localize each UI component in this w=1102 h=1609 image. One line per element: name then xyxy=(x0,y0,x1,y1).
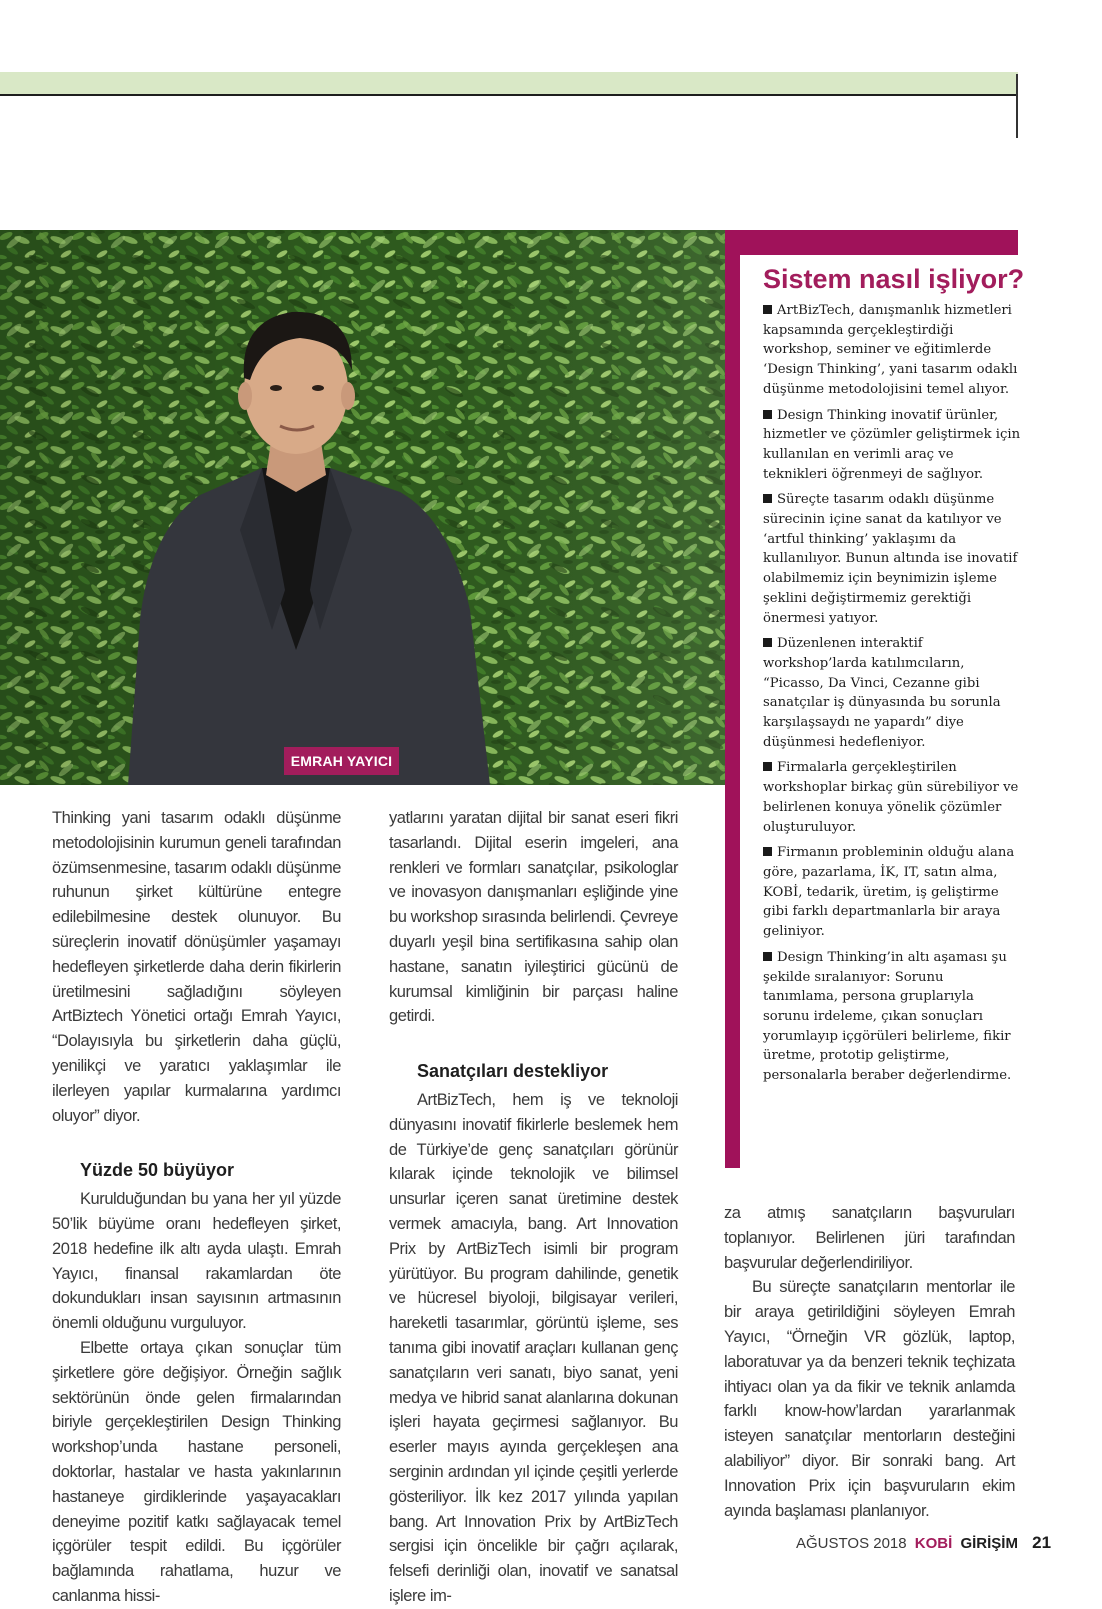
article-column-1 xyxy=(52,806,341,1609)
paragraph: ArtBizTech, hem iş ve teknoloji dünyasını inovatif fikirlerle beslemek hem de Türkiye’de genç sanatçıları görünür kılarak içinde teknolojik ve bilimsel unsurlar içeren sanat üretimine destek vermek amacıyla, bang. Art Innovation Prix by ArtBizTech isimli bir program yürütüyor. Bu program dahilinde, genetik ve hücresel biyoloji, bilgisayar verileri, hareketli tasarımlar, görüntü işleme, ses tanıma gibi inovatif araçları kullanan genç sanatçıların veri sanatı, biyo sanat, yeni medya ve hibrid sanat alanlarına dokunan işleri hayata geçirmesi sağlanıyor. Bu eserler mayıs ayında gerçekleşen ana serginin ardından yıl içinde çeşitli yerlerde gösteriliyor. İlk kez 2017 yılında yapılan bang. Art Innovation Prix by ArtBizTech sergisi için öncelikle bir çağrı açılarak, felsefi derinliği olan, inovatif ve sanatsal işlere im- xyxy=(389,1090,678,1605)
sidebar-title: Sistem nasıl işliyor? xyxy=(763,264,1025,294)
top-rule xyxy=(0,94,1018,96)
footer-brand-kobi: KOBİ xyxy=(914,1535,953,1552)
paragraph: Bu süreçte sanatçıların mentorlar ile bir araya getirildiğini söyleyen Emrah Yayıcı, “Örneğin VR gözlük, laptop, laboratuvar ya da benzeri teknik teçhizata ihtiyacı olan ya da fikir ve teknik anlamda farklı know-how’lardan yararlanmak isteyen sanatçılar mentorların desteğini alabiliyor” diyor. Bir sonraki bang. Art Innovation Prix için başvuruların ekim ayında başlaması planlanıyor. xyxy=(724,1278,1015,1520)
footer-brand-girisim: GİRİŞİM xyxy=(960,1535,1018,1552)
photo-caption: EMRAH YAYICI xyxy=(284,747,399,775)
page-footer xyxy=(796,1533,1052,1553)
sidebar-item: Design Thinking’in altı aşaması şu şekilde sıralanıyor: Sorunu tanımlama, persona gruplarıyla sorunu irdeleme, çıkan sonuçları yorumlayıp içgörüleri belirleme, fikir üretme, prototip geliştirme, personalarla beraber değerlendirme. xyxy=(763,948,1021,1086)
page-number: 21 xyxy=(1032,1533,1052,1552)
top-rule-tick xyxy=(1016,74,1018,138)
footer-date: AĞUSTOS 2018 xyxy=(796,1535,907,1552)
article-column-2 xyxy=(389,806,678,1609)
sidebar-item: Firmanın probleminin olduğu alana göre, pazarlama, İK, IT, satın alma, KOBİ, tedarik, üretim, iş geliştirme gibi farklı departmanlarla bir araya geliniyor. xyxy=(763,843,1021,942)
sidebar-body xyxy=(763,301,1021,1092)
top-color-band xyxy=(0,72,1018,94)
sidebar-item: Düzenlenen interaktif workshop’larda katılımcıların, “Picasso, Da Vinci, Cezanne gibi sanatçılar iş dünyasında bu sorunla karşılaşsaydı ne yapardı” diye düşünmesi hedefleniyor. xyxy=(763,634,1021,752)
sidebar-top-bar xyxy=(725,230,1018,255)
paragraph: Thinking yani tasarım odaklı düşünme metodolojisinin kurumun geneli tarafından özümsenmesine, tasarım odaklı düşünme ruhunun şirket kültürüne entegre edilebilmesine destek olunuyor. Bu süreçlerin inovatif dönüşümler yaşamayı hedefleyen şirketlerde daha derin fikirlerin üretilmesini sağladığını söyleyen ArtBiztech Yönetici ortağı Emrah Yayıcı, “Dolayısıyla bu şirketlerin daha güçlü, yenilikçi ve yaratıcı yaklaşımlar ile ilerleyen yapılar kurmalarına yardımcı oluyor” diyor. xyxy=(52,809,341,1125)
sidebar-item: Design Thinking inovatif ürünler, hizmetler ve çözümler geliştirmek için kullanılan en verimli araç ve teknikleri öğrenmeyi de sağlıyor. xyxy=(763,406,1021,485)
portrait-photo xyxy=(0,230,725,785)
sidebar-item: ArtBizTech, danışmanlık hizmetleri kapsamında gerçekleştirdiği workshop, seminer ve eğitimlerde ‘Design Thinking’, yani tasarım odaklı düşünme metodolojisini temel alıyor. xyxy=(763,301,1021,400)
sidebar-rail xyxy=(725,255,740,1168)
sidebar-item: Süreçte tasarım odaklı düşünme sürecinin içine sanat da katılıyor ve ‘artful thinking’ yaklaşımı da kullanılıyor. Bunun altında ise inovatif olabilmemiz için beynimizin işleme şeklini değiştirmemiz gerektiği önermesi yatıyor. xyxy=(763,490,1021,628)
paragraph: Elbette ortaya çıkan sonuçlar tüm şirketlere göre değişiyor. Örneğin sağlık sektörünün önde gelen firmalarından biriyle gerçekleştirilen Design Thinking workshop’unda hastane personeli, doktorlar, hastalar ve hasta yakınlarının hastaneye girdiklerinde yaşayacakları deneyime pozitif katkı sağlayacak temel içgörüler tespit edildi. Bu içgörüler bağlamında rahatlama, huzur ve canlanma hissi- xyxy=(52,1338,341,1605)
paragraph: Kurulduğundan bu yana her yıl yüzde 50’lik büyüme oranı hedefleyen şirket, 2018 hedefine ilk altı ayda ulaştı. Emrah Yayıcı, finansal rakamlardan öte dokundukları insan sayısının artmasının önemli olduğunu vurguluyor. xyxy=(52,1190,341,1333)
section-heading: Sanatçıları destekliyor xyxy=(417,1061,609,1082)
paragraph: yatlarını yaratan dijital bir sanat eseri fikri tasarlandı. Dijital eserin imgeleri, ana renkleri ve formları sanatçılar, psikologlar ve inovasyon danışmanları eşliğinde yine bu workshop sırasında belirlendi. Çevreye duyarlı yeşil bina sertifikasına sahip olan hastane, sanatın iyileştirici gücünü de kurumsal kimliğinin bir parçası haline getirdi. xyxy=(389,809,678,1026)
section-heading: Yüzde 50 büyüyor xyxy=(80,1160,235,1181)
sidebar-item: Firmalarla gerçekleştirilen workshoplar birkaç gün sürebiliyor ve belirlenen konuya yönelik çözümler oluşturuluyor. xyxy=(763,758,1021,837)
article-column-3 xyxy=(724,1201,1015,1523)
paragraph: za atmış sanatçıların başvuruları toplanıyor. Belirlenen jüri tarafından başvurular değerlendiriliyor. xyxy=(724,1204,1015,1272)
